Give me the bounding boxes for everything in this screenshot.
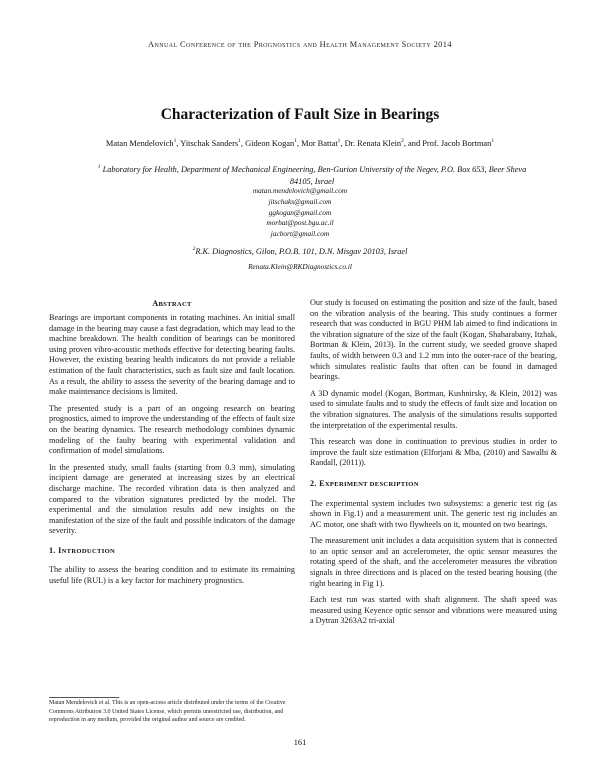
- author-list: Matan Mendelovich$^1$, Yitschak Sanders$^1$, Gideon Kogan$^1$, Mor Battat$^1$, Dr. Renata Klein$^2$, and Prof. Jacob Bortman$^1$: [105, 138, 495, 148]
- affiliation-2: [0, 246, 600, 258]
- introduction-heading: [49, 546, 295, 558]
- running-header: Annual Conference of the Prognostics and Health Management Society 2014: [148, 40, 452, 49]
- abstract-paragraph: The presented study is a part of an ongoing research on bearing prognostics, aimed to improve the understanding of the effects of fault size on the bearing dynamics. The research methodology combines dynamic modeling of the faulty bearing with experimental validation and confirmation of model simulations.: [49, 403, 295, 456]
- author-name: Prof. Jacob Bortman: [422, 139, 492, 148]
- body-paragraph: A 3D dynamic model (Kogan, Bortman, Kushnirsky, & Klein, 2012) was used to simulate faults and to study the effects of fault size and location on the vibration signatures. The analysis of the simulations results supported the interpretation of the experimental results.: [310, 388, 557, 430]
- author-email[interactable]: ggkogan@gmail.com: [268, 207, 332, 217]
- left-column: [49, 313, 295, 593]
- experiment-paragraph: The measurement unit includes a data acquisition system that is connected to an optic sensor and an accelerometer, the optic sensor measures the rotating speed of the shaft, and the accelerometer measures the vibration signals in three directions and is placed on the tested bearing housing (the right bearing in Fig 1).: [310, 536, 557, 588]
- author-affiliation-mark: 1: [238, 138, 241, 145]
- license-footnote: Matan Mendelovich et al. This is an open-access article distributed under the terms of the Creative Commons Attribution 3.0 United States License, which permits unrestricted use, distribution, and reproduction in any medium, provided the original author and source are credited.: [49, 700, 286, 724]
- abstract-heading-initial: A: [152, 299, 159, 308]
- author-name: Dr. Renata Klein: [344, 139, 402, 148]
- author-affiliation-mark: 2: [401, 138, 404, 145]
- abstract-heading-rest: BSTRACT: [158, 301, 192, 308]
- author-email[interactable]: morbat@post.bgu.ac.il: [266, 218, 334, 228]
- affiliation-1-text: Laboratory for Health, Department of Mechanical Engineering, Ben-Gurion University of the Negev, P.O. Box 653, Beer Sheva 84105, Israel: [102, 165, 527, 186]
- experiment-heading: [310, 479, 557, 491]
- affiliation-2-mark: 2: [192, 246, 196, 253]
- author-name: Gideon Kogan: [245, 139, 295, 148]
- experiment-heading-initial: E: [319, 478, 325, 488]
- email-list: [0, 186, 600, 240]
- body-paragraph: Our study is focused on estimating the position and size of the fault, based on the vibration analysis of the bearing. This study continues a former research that was conducted in BGU PHM lab aimed to find indications in the vibration signature of the size of the fault (Kogan, Shaharabany, Itzhak, Bortman & Klein, 2013). In the current study, we seeded groove shaped faults, of width between 0.3 and 1.2 mm into the outer-race of the bearing, which simulates realistic faults that often can be found in damaged bearings.: [310, 298, 557, 382]
- abstract-paragraph: Bearings are important components in rotating machines. An initial small damage in the bearing may cause a fast degradation, which may lead to the machine breakdown. The health condition of bearings can be monitored using proven vibro-acoustic methods effective for detecting bearing faults. However, the existing bearing health indicators do not provide a reliable estimation of the fault characteristics, such as fault size and fault location. As a result, the ability to assess the severity of the bearing damage and to make maintenance decisions is limited.: [49, 313, 295, 397]
- body-paragraph: This research was done in continuation to previous studies in order to improve the fault size estimation (Elforjani & Mba, (2010) and Sawalhi & Randall, (2011)).: [310, 437, 557, 468]
- author-name: Mor Battat: [301, 139, 338, 148]
- experiment-paragraph: Each test run was started with shaft alignment. The shaft speed was measured using Keyence optic sensor and vibrations were measured using a Dytran 3263A2 tri-axial: [310, 595, 557, 626]
- author-name: Yitschak Sanders: [180, 139, 239, 148]
- author-affiliation-mark: 1: [491, 138, 495, 145]
- footnote-divider: [49, 697, 119, 698]
- experiment-heading-rest: XPERIMENT DESCRIPTION: [324, 480, 419, 488]
- author-name: Matan Mendelovich: [105, 139, 174, 148]
- author-affiliation-mark: 1: [337, 138, 341, 145]
- paper-title: Characterization of Fault Size in Bearings: [160, 106, 440, 123]
- introduction-heading-rest: NTRODUCTION: [61, 547, 116, 555]
- author-affiliation-mark: 1: [294, 138, 297, 145]
- experiment-paragraph: The experimental system includes two subsystems: a generic test rig (as shown in Fig.1) and a measurement unit. The generic test rig includes an AC motor, one shaft with two flywheels on it, mounted on two bearings.: [310, 498, 557, 529]
- affiliation-1: [92, 164, 532, 188]
- section-number: 2.: [310, 478, 320, 488]
- abstract-paragraph: In the presented study, small faults (starting from 0.3 mm), simulating incipient damage are generated at increasing sizes by an electrical discharge machine. The recorded vibration data is then analyzed and compared to the vibration signatures predicted by the model. The experimental and the simulation results add new insights on the manifestation of the size of the fault and possible indicators of the damage severity.: [49, 462, 295, 536]
- affiliation-2-email[interactable]: Renata.Klein@RKDiagnostics.co.il: [248, 262, 352, 271]
- section-number: 1.: [49, 545, 59, 555]
- introduction-heading-initial: I: [58, 545, 62, 555]
- author-affiliation-mark: 1: [173, 138, 177, 145]
- abstract-heading: [49, 299, 295, 308]
- right-column: [310, 298, 557, 633]
- author-email[interactable]: jitschaks@gmail.com: [268, 196, 332, 206]
- author-email[interactable]: jacbort@gmail.com: [270, 229, 330, 239]
- introduction-paragraph: The ability to assess the bearing condition and to estimate its remaining useful life (RUL) is a key factor for machinery prognostics.: [49, 565, 295, 586]
- affiliation-1-mark: 1: [97, 164, 101, 171]
- author-email[interactable]: matan.mendelovich@gmail.com: [252, 186, 348, 195]
- page-number: 161: [293, 738, 307, 747]
- affiliation-2-text: R.K. Diagnostics, Gilon, P.O.B. 101, D.N. Misgav 20103, Israel: [195, 247, 408, 256]
